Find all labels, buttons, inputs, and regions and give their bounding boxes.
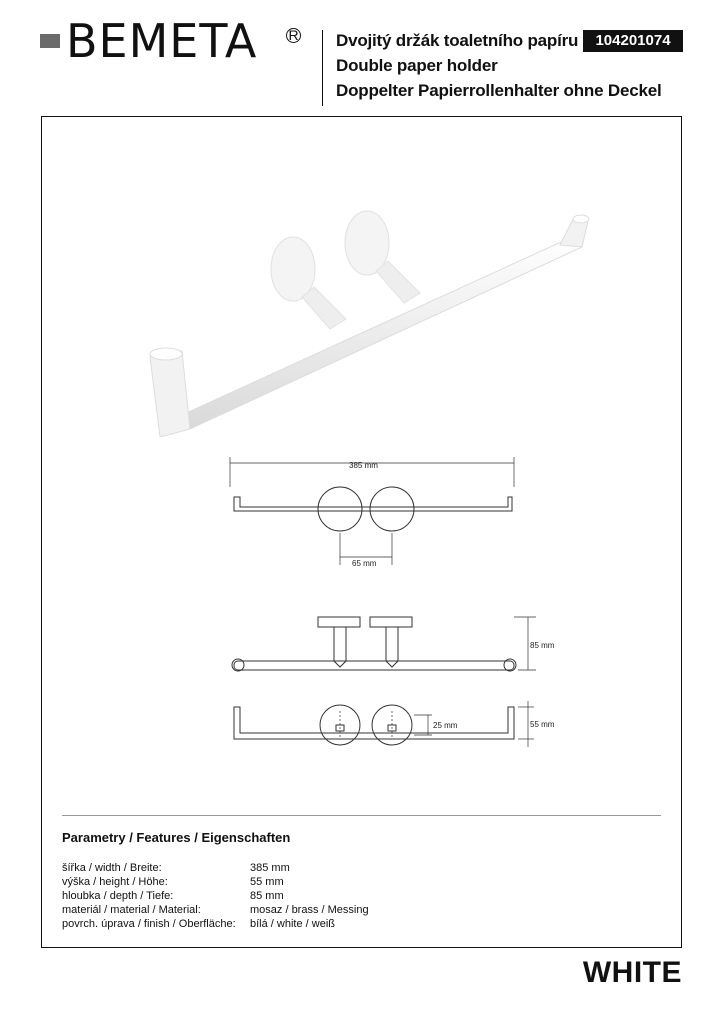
feature-label: hloubka / depth / Tiefe: [62,890,174,902]
logo-mark [40,34,60,48]
feature-label: materiál / material / Material: [62,904,201,916]
feature-row [62,917,450,931]
depth-dimension-label: 85 mm [530,641,555,650]
title-cs: Dvojitý držák toaletního papíru [336,31,579,50]
feature-row [62,889,450,903]
feature-value: 85 mm [250,890,284,902]
feature-value: bílá / white / weiß [250,918,335,930]
features-table [62,861,450,931]
brand-logo: BEMETA [66,14,258,68]
title-en: Double paper holder [336,56,498,75]
feature-label: povrch. úprava / finish / Oberfläche: [62,918,236,930]
title-de: Doppelter Papierrollenhalter ohne Deckel [336,81,662,100]
product-sheet-frame [41,116,682,948]
hole-dimension-label: 25 mm [433,721,458,730]
feature-row [62,903,450,917]
feature-row [62,861,450,875]
feature-label: šířka / width / Breite: [62,862,162,874]
registered-mark: R [286,28,301,43]
technical-drawings [42,117,683,807]
feature-value: 385 mm [250,862,290,874]
feature-label: výška / height / Höhe: [62,876,168,888]
product-code-badge: 104201074 [583,30,683,52]
features-separator [62,815,661,816]
spacing-dimension-label: 65 mm [352,559,377,568]
feature-value: mosaz / brass / Messing [250,904,369,916]
header-divider [322,30,323,106]
height-dimension-label: 55 mm [530,720,555,729]
features-title: Parametry / Features / Eigenschaften [62,830,291,845]
width-dimension-label: 385 mm [349,461,378,470]
feature-value: 55 mm [250,876,284,888]
feature-row [62,875,450,889]
finish-label: WHITE [582,956,682,989]
